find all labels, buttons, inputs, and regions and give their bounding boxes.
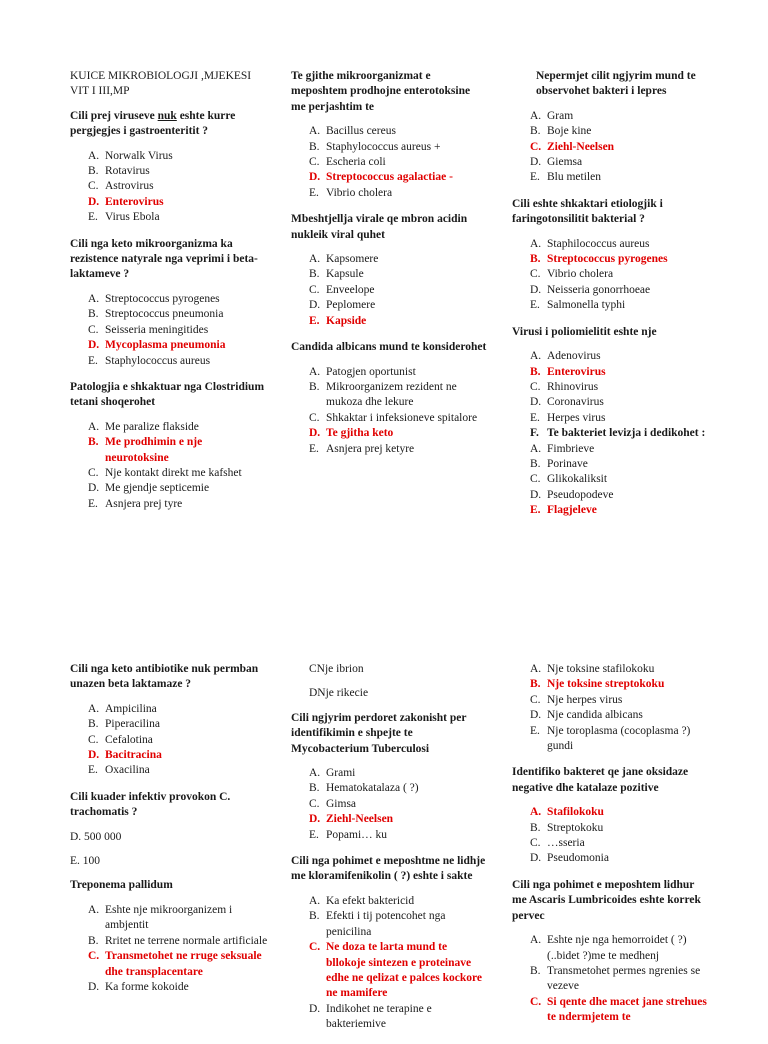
option-text: Oxacilina [105,764,150,777]
option-text: Escheria coli [326,156,386,169]
option-letter: C. [309,156,320,169]
option-d-correct [291,170,487,185]
option-text: Shkaktar i infeksioneve spitalore [326,411,478,424]
option-letter: C. [530,473,541,486]
option-a [291,365,487,380]
option-letter: D. [530,283,542,296]
options-list [70,702,268,779]
option-text: Efekti i tij potencohet nga penicilina [326,910,446,938]
option-b [512,821,708,836]
option-text: Piperacilina [105,718,160,731]
question-ascaris: Cili nga pohimet e meposhtem lidhur me Ascaris Lumbricoides eshte korrek pervec [512,878,701,922]
option-c [291,155,487,170]
option-letter: D. [530,709,542,722]
option-c [291,797,487,812]
option-letter: A. [309,125,321,138]
option-letter: D. [88,980,100,993]
option-b [70,164,268,179]
option-letter: B. [530,964,541,977]
option-text: Gram [547,109,574,122]
option-letter: B. [530,678,541,691]
option-letter: C. [530,995,542,1008]
option-text: Vibrio cholera [326,186,393,199]
option-d-correct [70,195,268,210]
option-text: Ka efekt baktericid [326,894,415,907]
option-letter: E. [309,828,319,841]
option-letter: D. [309,299,321,312]
option-c [512,472,708,487]
options-list [291,365,487,457]
option-text: Te bakteriet levizja i dedikohet : [547,427,706,440]
option-letter: B. [309,910,320,923]
option-c [70,179,268,194]
option-c [291,283,487,298]
question-poliomyelitis: Virusi i poliomielitit eshte nje [512,325,657,338]
option-text: Staphylococcus aureus + [326,140,441,153]
option-letter: C. [88,180,99,193]
option-text: Transmetohet permes ngrenies se vezeve [547,964,701,993]
option-b-correct [512,252,708,267]
option-text: Herpes virus [547,411,606,424]
option-letter: A. [530,109,542,122]
option-text: Peplomere [326,299,376,312]
option-b [291,909,487,940]
option-c-correct [291,940,487,1002]
column-3-top [512,69,708,530]
option-text: Enterovirus [105,195,164,208]
option-line: D. 500 000 [70,830,122,843]
option-letter: B. [309,380,320,393]
column-2-top [291,69,487,468]
option-letter: D. [530,852,542,865]
option-text: …sseria [547,837,585,850]
options-list [291,124,487,201]
option-a [70,149,268,164]
option-b [291,267,487,282]
options-list [70,149,268,226]
options-list [291,252,487,329]
column-2-bottom [291,662,487,1044]
option-letter: B. [530,253,541,266]
option-letter: A. [530,663,542,675]
option-text: Indikohet ne terapine e bakteriemive [326,1002,432,1031]
option-letter: D. [530,156,542,169]
option-letter: B. [309,140,320,153]
option-letter: C. [88,733,99,746]
option-letter: D. [88,482,100,495]
option-letter: C. [530,140,542,153]
option-letter: F. [530,427,539,440]
option-letter: B. [530,821,541,834]
option-text: Neisseria gonorrhoeae [547,283,651,296]
option-e [512,411,708,426]
question-candida: Candida albicans mund te konsiderohet [291,341,487,354]
options-list [70,903,268,995]
option-e [291,186,487,201]
option-d [512,708,708,723]
option-letter: A. [309,365,321,378]
option-d [70,980,268,995]
option-b [70,717,268,732]
option-d [70,481,268,496]
option-letter: B. [88,436,99,449]
option-text: Giemsa [547,156,583,169]
option-letter: B. [88,718,99,731]
option-a [512,442,708,457]
option-text: Porinave [547,457,588,470]
option-text: Norwalk Virus [105,149,173,162]
option-text: Blu metilen [547,171,601,184]
option-b [512,124,708,139]
option-text: Hematokatalaza ( ?) [326,782,419,795]
option-letter: A. [530,806,542,819]
option-d [512,488,708,503]
option-text: Ziehl-Neelsen [547,140,615,153]
option-letter: E. [88,211,98,224]
option-letter: C. [88,323,99,336]
option-letter: A. [88,292,100,305]
option-letter: E. [530,504,541,517]
option-c-correct [512,140,708,155]
option-letter: A. [88,903,100,916]
option-a [70,702,268,717]
column-1-bottom [70,662,268,1006]
option-text: Ampicilina [105,702,157,715]
option-text: Boje kine [547,125,592,138]
option-text: Fimbrieve [547,442,595,455]
option-b [291,781,487,796]
option-letter: A. [309,253,321,266]
option-letter: D. [309,1002,321,1015]
option-line: DNje rikecie [309,687,369,700]
option-text: Stafilokoku [547,806,604,819]
option-letter: A. [88,420,100,433]
question-beta-lactam: Cili nga keto mikroorganizma ka rezistence natyrale nga veprimi i beta-laktameve ? [70,237,258,281]
option-text: Me gjendje septicemie [105,482,210,495]
option-text: Nje herpes virus [547,693,623,706]
option-a [291,252,487,267]
option-letter: C. [88,950,100,963]
option-c [512,267,708,282]
option-e-correct [512,503,708,518]
option-c [512,836,708,851]
option-line: E. 100 [70,855,101,868]
option-letter: B. [88,165,99,178]
option-d [512,283,708,298]
option-a [512,662,708,677]
option-text: Virus Ebola [105,211,160,224]
option-d-correct [291,426,487,441]
option-letter: A. [530,934,542,947]
option-a [512,349,708,364]
option-letter: D. [309,813,321,826]
question-lepra-stain: Nepermjet cilit ngjyrim mund te observohet bakteri i lepres [536,70,696,98]
option-letter: D. [88,339,100,352]
option-text: Transmetohet ne rruge seksuale dhe transplacentare [105,950,262,978]
option-text: Nje toroplasma (cocoplasma ?) gundi [547,724,691,753]
options-list [291,766,487,843]
option-letter: E. [88,354,98,367]
option-text: Eshte nje mikroorganizem i ambjentit [105,903,233,932]
document-title: KUICE MIKROBIOLOGJI ,MJEKESI VIT I III,MP [70,70,252,98]
option-letter: E. [88,497,98,510]
option-text: Streptokoku [547,821,604,834]
option-letter: D. [309,171,321,184]
option-letter: C. [309,411,320,424]
option-text: Patogjen oportunist [326,365,416,378]
option-letter: D. [88,749,100,762]
option-e [291,828,487,843]
option-text: Kapside [326,314,367,327]
option-letter: C. [88,466,99,479]
question-enterotoxin: Te gjithe mikroorganizmat e meposhtem prodhojne enterotoksine me perjashtim te [291,70,471,113]
options-list [291,894,487,1033]
option-e [512,170,708,185]
option-text: Coronavirus [547,396,604,409]
option-letter: A. [309,894,321,907]
option-b [512,457,708,472]
option-letter: C. [530,380,541,393]
option-letter: B. [530,457,541,470]
option-letter: E. [530,299,540,312]
option-text: Nje toksine stafilokoku [547,663,655,675]
option-text: Kapsomere [326,253,379,266]
option-text: Staphylococcus aureus [105,354,211,367]
option-text: Eshte nje nga hemorroidet ( ?) (..bidet ?)me te medhenj [547,934,687,962]
option-c-correct [70,949,268,980]
option-text: Grami [326,767,356,780]
option-text: Ka forme kokoide [105,980,189,993]
option-a [512,933,708,964]
option-a-correct [512,805,708,820]
option-text: Seisseria meningitides [105,323,209,336]
question-oxidase-catalase: Identifiko bakteret qe jane oksidaze negative dhe katalaze pozitive [512,766,689,794]
option-text: Streptococcus pyrogenes [105,292,220,305]
option-e [70,497,268,512]
option-text: Mikroorganizem rezident ne mukoza dhe lekure [326,380,457,409]
option-letter: E. [530,171,540,184]
option-letter: A. [309,767,321,780]
option-letter: C. [530,837,541,850]
option-text: Asnjera prej ketyre [326,442,415,455]
option-letter: E. [309,442,319,455]
option-letter: A. [530,350,542,363]
option-text: Cefalotina [105,733,153,746]
option-text: Enterovirus [547,365,606,378]
option-b [70,934,268,949]
option-b [70,307,268,322]
option-text: Enveelope [326,283,375,296]
option-d [512,851,708,866]
option-text: Bacillus cereus [326,125,396,138]
option-e [70,210,268,225]
option-b [512,964,708,995]
option-text: Si qente dhe macet jane strehues te ndermjetem te [547,995,707,1024]
option-text: Mycoplasma pneumonia [105,339,226,352]
option-d [512,155,708,170]
option-text: Flagjeleve [547,504,597,517]
option-a [291,894,487,909]
option-text: Me prodhimin e nje neurotoksine [105,436,203,464]
option-text: Te gjitha keto [326,427,394,440]
option-letter: E. [530,724,540,737]
option-letter: A. [530,442,542,455]
question-text: eshte kurre pergjegjes i gastroenteritit ? [70,109,236,138]
option-text: Streptococcus pyrogenes [547,253,668,266]
option-d [291,298,487,313]
option-e [70,354,268,369]
option-d-correct [291,812,487,827]
question-pharyngotonsillitis: Cili eshte shkaktari etiologjik i faringotonsilitit bakterial ? [512,197,663,226]
option-line: CNje ibrion [309,663,364,675]
option-b-correct [512,365,708,380]
option-text: Nje toksine streptokoku [547,678,665,691]
option-text: Astrovirus [105,180,154,193]
option-e [70,763,268,778]
column-1-top [70,69,268,523]
option-text: Streptococcus pneumonia [105,308,224,321]
option-a [70,292,268,307]
question-text: Cili prej viruseve [70,109,158,122]
question-chloramphenicol: Cili nga pohimet e meposhtme ne lidhje me kloramifenikolin ( ?) eshte i sakte [291,855,486,883]
question-tb-stain: Cili ngjyrim perdoret zakonisht per identifikimin e shpejte te Mycobacterium Tuberculosi [291,711,467,755]
options-list [70,420,268,512]
question-viral-envelope: Mbeshtjellja virale qe mbron acidin nukleik viral quhet [291,213,468,241]
option-c [512,380,708,395]
option-e [291,442,487,457]
option-e [512,298,708,313]
option-c [70,733,268,748]
option-letter: E. [309,186,319,199]
option-text: Nje kontakt direkt me kafshet [105,466,242,479]
option-c [512,693,708,708]
option-letter: B. [309,268,320,281]
option-letter: C. [309,797,320,810]
option-a [291,766,487,781]
option-letter: E. [88,764,98,777]
option-letter: D. [530,396,542,409]
options-list [512,662,708,754]
option-a [70,903,268,934]
option-d [512,395,708,410]
option-letter: A. [88,149,100,162]
option-d-correct [70,748,268,763]
option-text: Rotavirus [105,165,150,178]
column-3-bottom [512,662,708,1037]
option-text: Glikokaliksit [547,473,608,486]
option-text: Pseudopodeve [547,488,614,501]
option-d [291,1002,487,1033]
question-antibiotic: Cili nga keto antibiotike nuk permban unazen beta laktamaze ? [70,663,259,691]
question-underlined-word: nuk [157,109,177,122]
option-letter: B. [88,308,99,321]
option-letter: D. [88,195,100,208]
option-text: Ne doza te larta mund te bllokoje sintezen e proteinave edhe ne qelizat e palces kockore ne mamifere [326,941,482,1000]
options-list [512,109,708,186]
question-tetani: Patologjia e shkaktuar nga Clostridium tetani shoqerohet [70,380,265,409]
option-letter: A. [530,237,542,250]
question-gastroenteritis [70,109,268,140]
option-text: Vibrio cholera [547,268,614,281]
option-text: Ziehl-Neelsen [326,813,394,826]
options-list [512,933,708,1025]
option-c [291,411,487,426]
option-text: Bacitracina [105,749,162,762]
option-text: Rhinovirus [547,380,599,393]
option-letter: C. [309,283,320,296]
option-text: Nje candida albicans [547,709,643,722]
option-text: Streptococcus agalactiae - [326,171,453,184]
option-letter: B. [530,125,541,138]
option-b-correct [512,677,708,692]
options-list [70,292,268,369]
options-list [512,805,708,867]
option-letter: C. [309,941,321,954]
option-letter: C. [530,693,541,706]
option-a [512,109,708,124]
option-letter: B. [530,365,541,378]
option-b-correct [70,435,268,466]
option-text: Asnjera prej tyre [105,497,183,510]
option-c [70,323,268,338]
option-letter: B. [88,934,99,947]
option-letter: D. [530,488,542,501]
question-motility [512,426,708,441]
option-a [70,420,268,435]
option-e-correct [291,314,487,329]
option-text: Me paralize flakside [105,420,199,433]
option-text: Adenovirus [547,350,601,363]
option-text: Rritet ne terrene normale artificiale [105,934,268,947]
option-letter: A. [88,702,100,715]
option-a [512,237,708,252]
option-b [291,140,487,155]
option-e [512,724,708,755]
option-letter: D. [309,427,321,440]
option-text: Salmonella typhi [547,299,626,312]
question-treponema: Treponema pallidum [70,879,173,892]
option-letter: E. [309,314,320,327]
option-c-correct [512,995,708,1026]
option-text: Staphilococcus aureus [547,237,650,250]
option-b [291,380,487,411]
option-text: Popami… ku [326,828,388,841]
options-list [512,349,708,518]
question-trachomatis: Cili kuader infektiv provokon C. trachomatis ? [70,790,231,819]
option-text: Gimsa [326,797,357,810]
option-a [291,124,487,139]
option-text: Pseudomonia [547,852,609,865]
option-letter: B. [309,782,320,795]
option-letter: E. [530,411,540,424]
option-text: Kapsule [326,268,364,281]
options-list [512,237,708,314]
option-letter: C. [530,268,541,281]
option-c [70,466,268,481]
option-d-correct [70,338,268,353]
